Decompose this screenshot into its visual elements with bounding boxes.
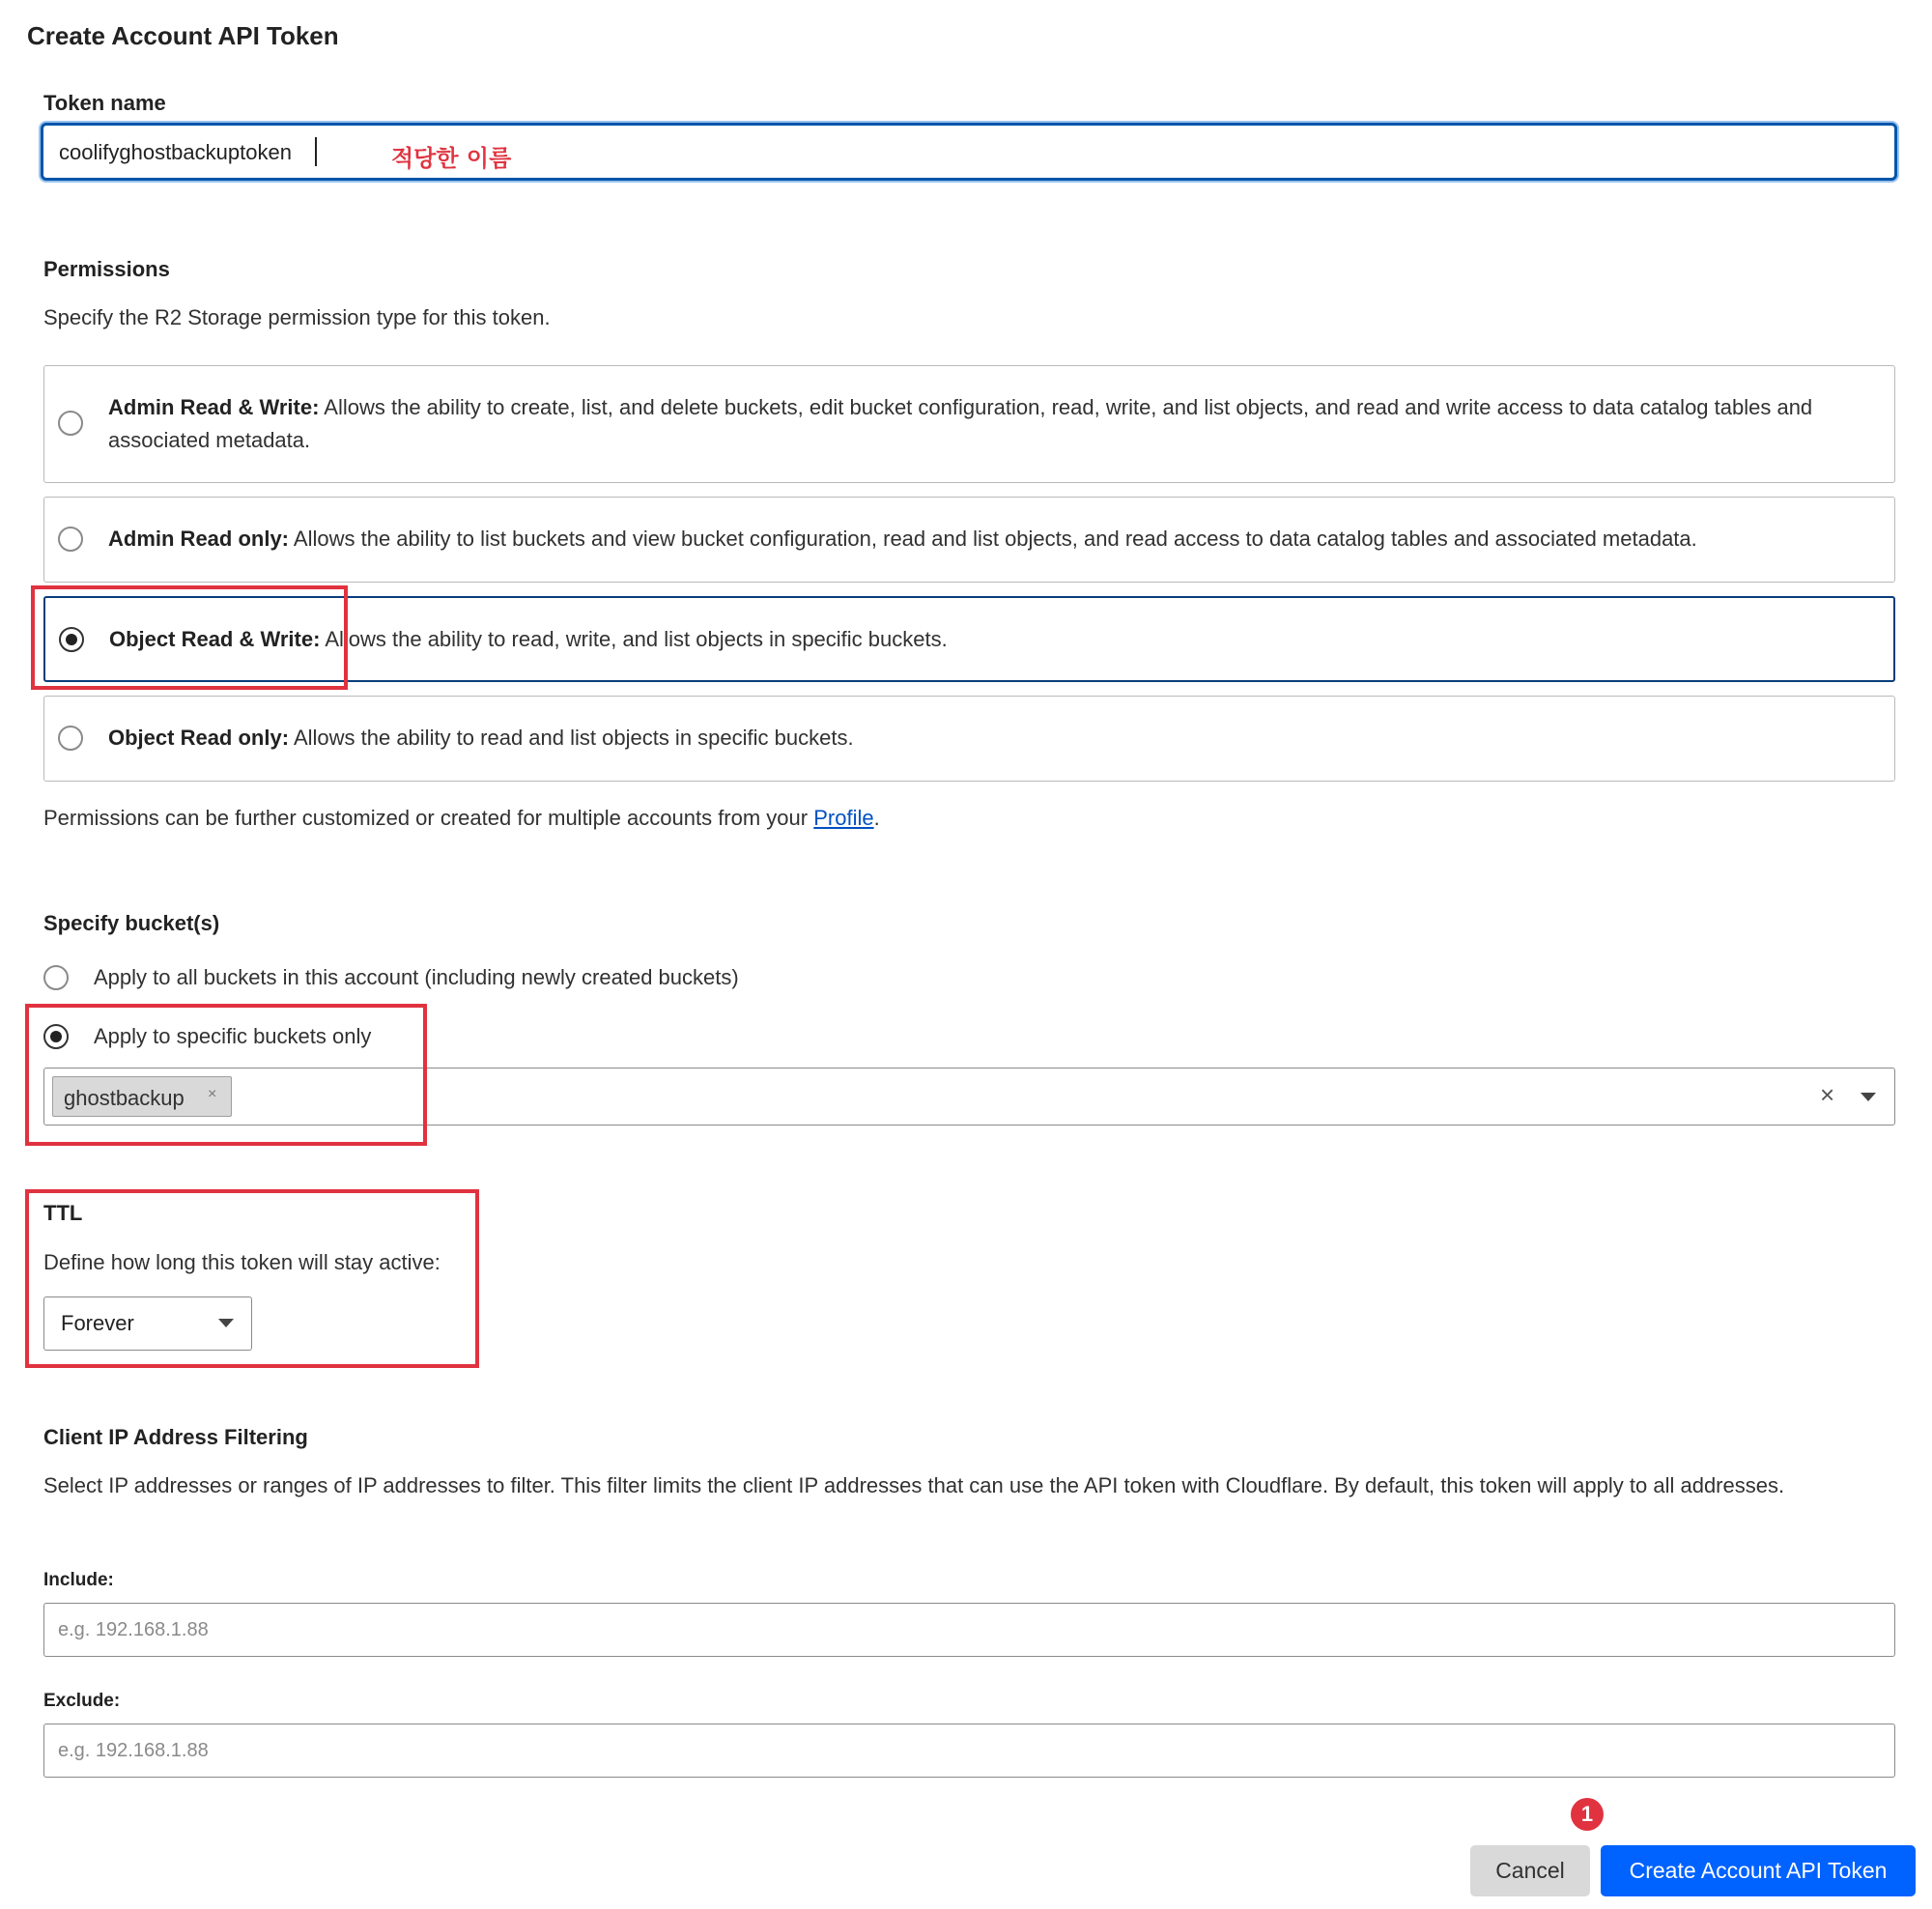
annotation-highlight-object-rw — [31, 585, 348, 690]
ttl-select-value: Forever — [61, 1311, 134, 1335]
page-title: Create Account API Token — [27, 21, 339, 50]
annotation-highlight-buckets — [25, 1004, 427, 1146]
exclude-ip-input[interactable] — [43, 1724, 1895, 1778]
step-number-badge: 1 — [1571, 1798, 1604, 1831]
permission-option-admin-read-write[interactable] — [43, 365, 1895, 483]
profile-link[interactable]: Profile — [813, 806, 874, 830]
annotation-suitable-name: 적당한 이름 — [391, 145, 512, 172]
ip-filtering-description: Select IP addresses or ranges of IP addresses to filter. This filter limits the client IP addresses that can use the API token with Cloudflare. By default, this token will apply to all addresses. — [43, 1473, 1785, 1497]
radio-button[interactable] — [58, 411, 83, 436]
permissions-description: Specify the R2 Storage permission type for this token. — [43, 305, 551, 329]
radio-button[interactable] — [58, 527, 83, 552]
permissions-footnote-end: . — [873, 806, 880, 830]
permission-option-title: Admin Read only: — [108, 527, 290, 551]
permission-option-object-read-only[interactable] — [43, 696, 1895, 782]
permissions-footnote — [43, 802, 880, 835]
include-ip-input[interactable] — [43, 1603, 1895, 1657]
text-caret — [315, 137, 317, 166]
bucket-option-specific[interactable]: Apply to specific buckets only — [94, 1024, 372, 1048]
permission-option-text — [109, 623, 1848, 656]
permission-option-desc: Allows the ability to read and list objects in specific buckets. — [289, 726, 854, 750]
permission-option-text — [108, 391, 1847, 457]
chevron-down-icon[interactable] — [1861, 1093, 1876, 1101]
permission-option-text — [108, 523, 1886, 556]
token-name-input[interactable] — [41, 123, 1897, 181]
annotation-highlight-ttl — [25, 1189, 479, 1368]
permission-option-admin-read-only[interactable] — [43, 497, 1895, 583]
permission-option-desc: Allows the ability to read, write, and list objects in specific buckets. — [320, 627, 948, 651]
permission-option-title: Admin Read & Write: — [108, 395, 320, 419]
permissions-footnote-text: Permissions can be further customized or created for multiple accounts from your — [43, 806, 814, 830]
chip-remove-icon[interactable]: × — [208, 1086, 217, 1102]
cancel-button[interactable]: Cancel — [1470, 1845, 1590, 1896]
ip-filtering-label: Client IP Address Filtering — [43, 1425, 308, 1449]
permission-option-desc: Allows the ability to list buckets and view bucket configuration, read and list objects, and read access to data catalog tables and associated metadata. — [289, 527, 1697, 551]
permission-option-desc: Allows the ability to create, list, and delete buckets, edit bucket configuration, read, write, and list objects, and read and write access to data catalog tables and associated metadata. — [108, 395, 1813, 452]
permission-option-title: Object Read only: — [108, 726, 290, 750]
permission-option-text — [108, 722, 1847, 755]
ttl-label: TTL — [43, 1201, 83, 1225]
token-name-value: coolifyghostbackuptoken — [59, 140, 292, 164]
buckets-label: Specify bucket(s) — [43, 911, 220, 935]
create-token-button[interactable]: Create Account API Token — [1601, 1845, 1916, 1896]
ttl-description: Define how long this token will stay active: — [43, 1250, 440, 1274]
permissions-label: Permissions — [43, 257, 170, 281]
permission-option-title: Object Read & Write: — [109, 627, 321, 651]
include-label: Include: — [43, 1570, 114, 1590]
clear-icon[interactable]: × — [1820, 1080, 1835, 1109]
token-name-label: Token name — [43, 91, 166, 115]
radio-button[interactable] — [43, 965, 69, 990]
exclude-label: Exclude: — [43, 1691, 121, 1711]
bucket-option-all[interactable]: Apply to all buckets in this account (including newly created buckets) — [94, 965, 739, 989]
radio-button[interactable] — [58, 726, 83, 751]
bucket-chip-label: ghostbackup — [64, 1086, 185, 1110]
